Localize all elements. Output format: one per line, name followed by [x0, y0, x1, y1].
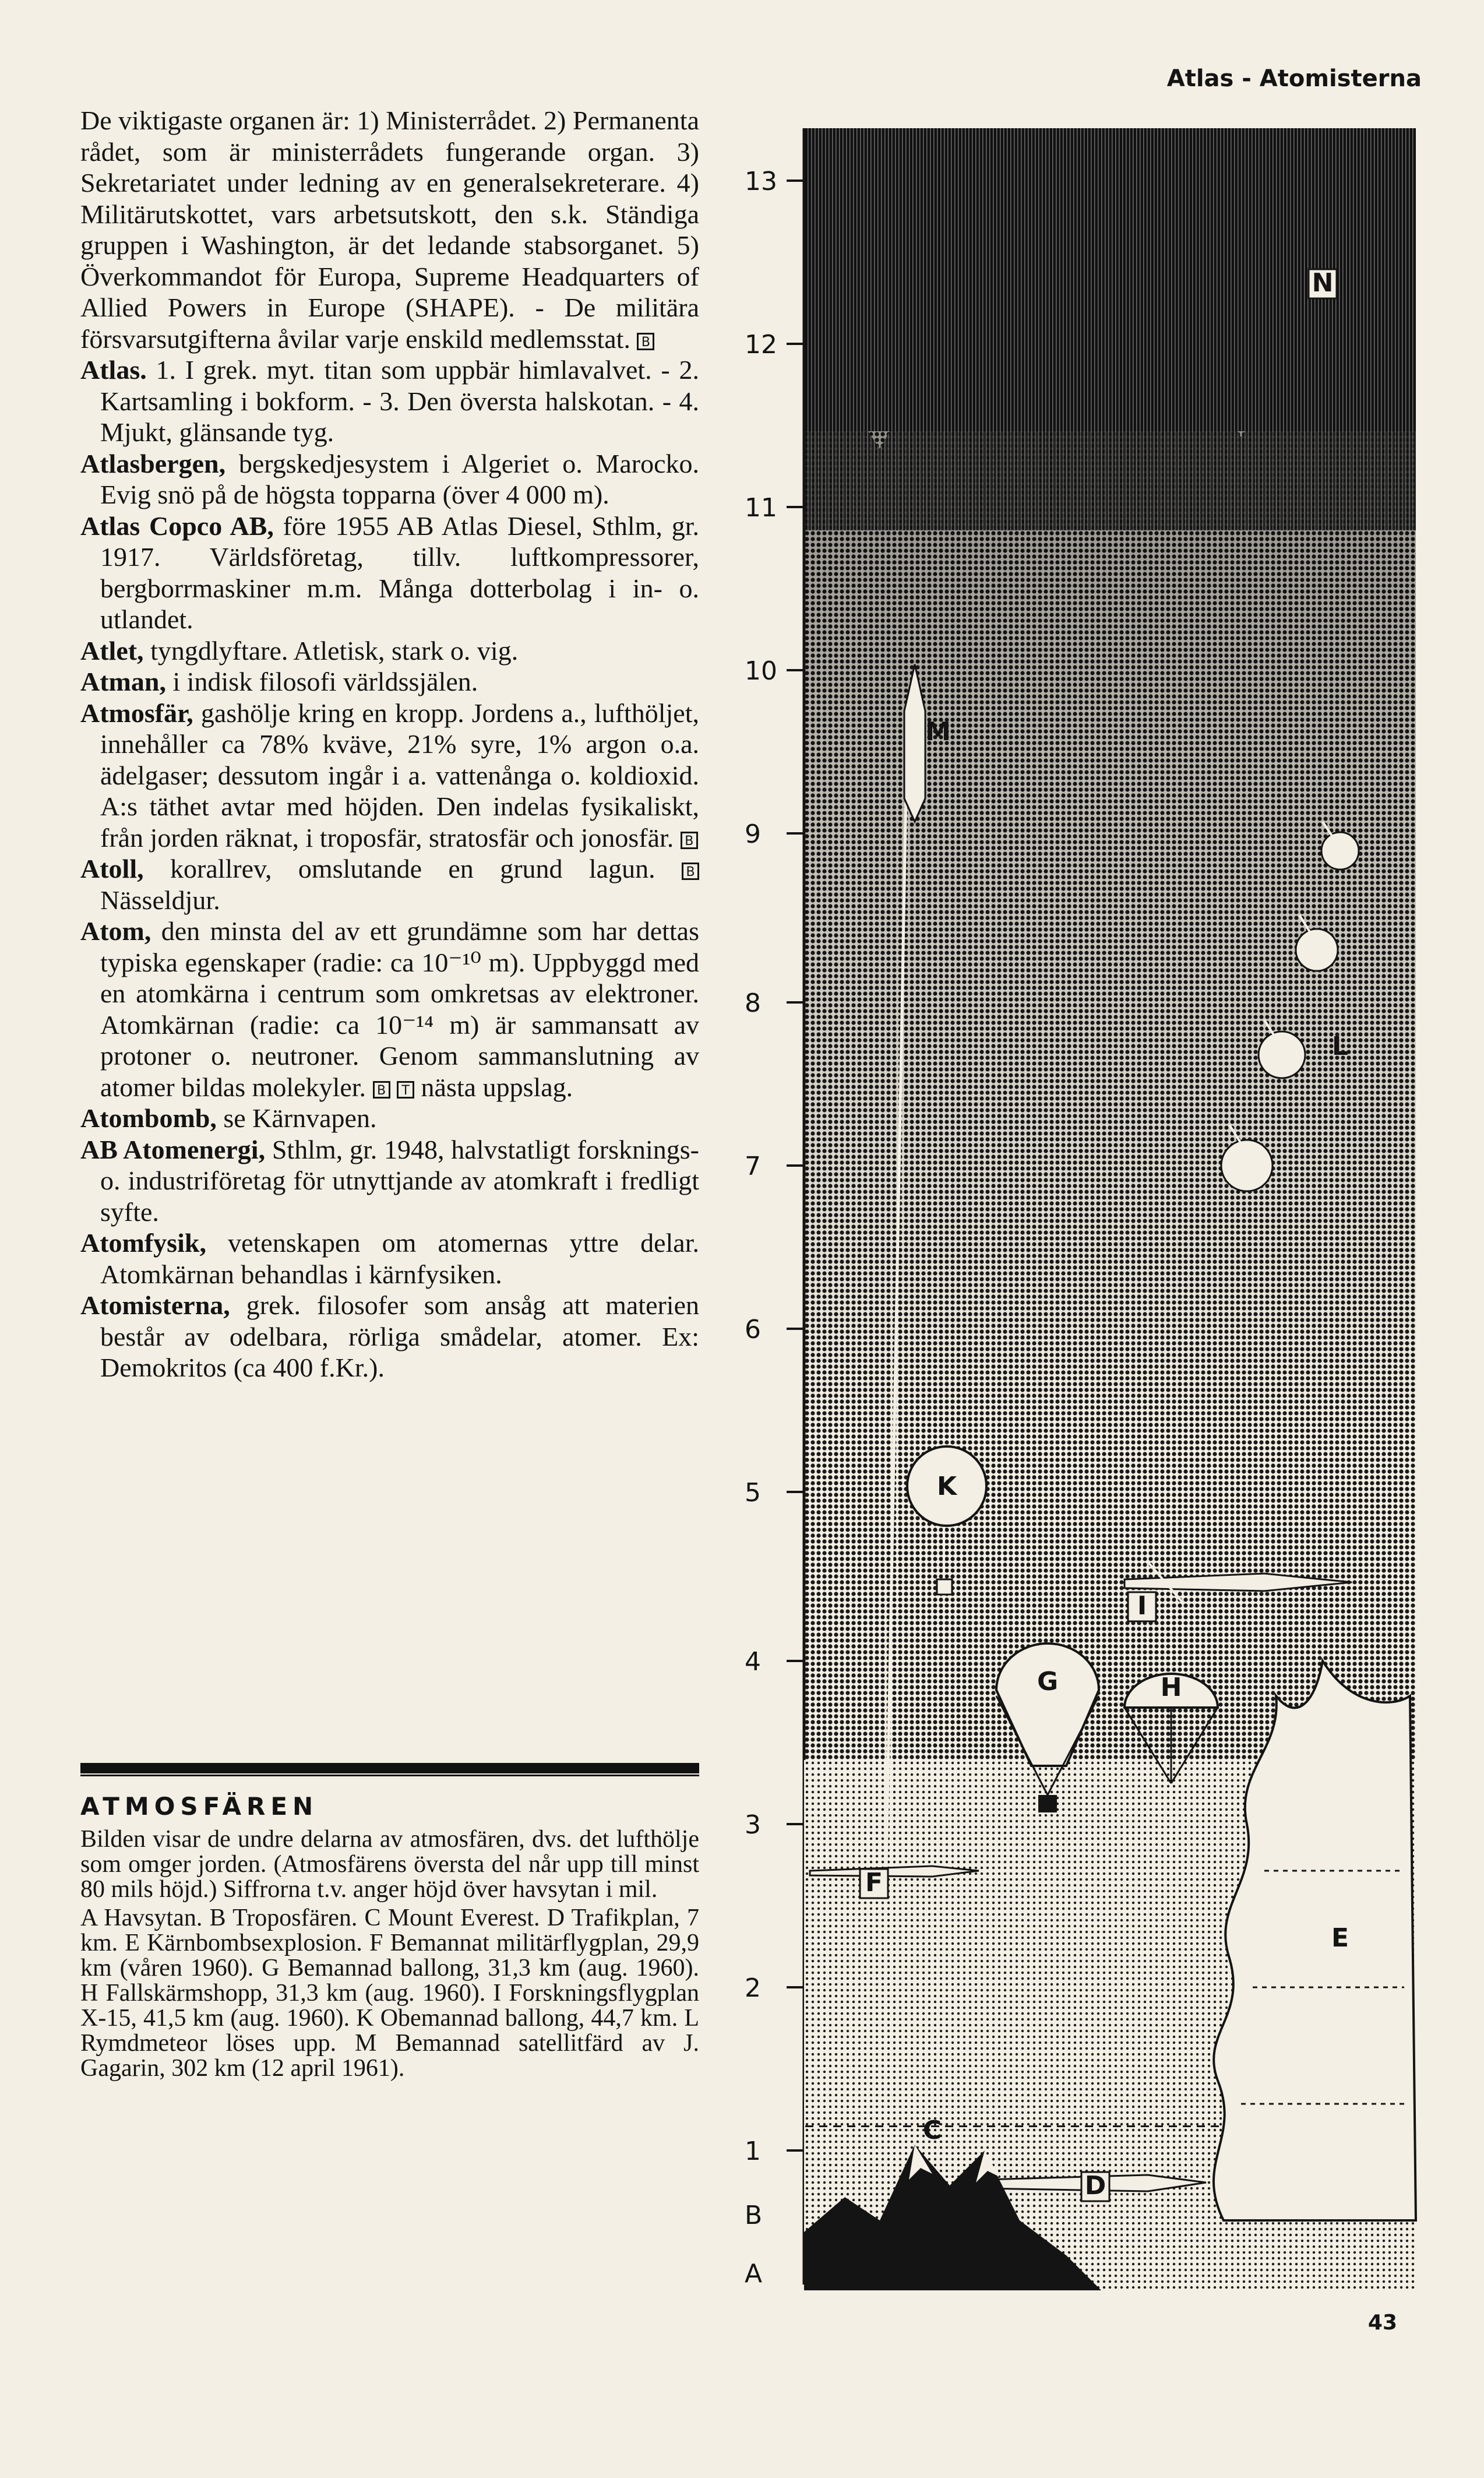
- figure-caption-title: ATMOSFÄREN: [80, 1792, 319, 1821]
- entry-text: Sthlm, gr. 1948, halvstatligt forsknings- o. industriföretag för utnyttjande av atomkraft i fredligt syfte.: [100, 1134, 699, 1227]
- entry-text: De viktigaste organen är: 1) Ministerrådet. 2) Permanenta rådet, som är ministerrådets fungerande organ. 3) Sekretariatet under ledning av en generalsekreterare. 4) Militärutskottet, vars arbetsutskott, den s.k. Ständiga gruppen i Washington, är det ledande stabsorganet. 5) Överkommandot för Europa, Supreme Headquarters of Allied Powers in Europe (SHAPE). - De militära försvarsutgifterna åvilar varje enskild medlemsstat.: [80, 105, 699, 354]
- atmosphere-illustration: [740, 122, 1422, 2290]
- picture-reference-icon: B: [681, 832, 698, 849]
- figure-letter-c: C: [922, 2116, 942, 2145]
- entry-text: 1. I grek. myt. titan som uppbär himlavalvet. - 2. Kartsamling i bokform. - 3. Den översta halskotan. - 4. Mjukt, glänsande tyg.: [100, 355, 699, 447]
- scale-label-a: A: [745, 2259, 763, 2289]
- section-divider: [80, 1763, 699, 1773]
- entry-headword: Atombomb,: [80, 1103, 217, 1133]
- scale-label-3: 3: [745, 1810, 761, 1840]
- scale-label-4: 4: [745, 1647, 761, 1677]
- figure-letter-f: F: [865, 1868, 883, 1898]
- caption-legend: A Havsytan. B Troposfären. C Mount Everest. D Trafikplan, 7 km. E Kärnbombsexplosion. F Bemannat militärflygplan, 29,9 km (våren 1960). G Bemannad ballong, 31,3 km (aug. 1960). H Fallskärmshopp, 31,3 km (aug. 1960). I Forskningsflygplan X-15, 41,5 km (aug. 1960). K Obemannad ballong, 44,7 km. L Rymdmeteor löses upp. M Bemannad satellitfärd av J. Gagarin, 302 km (12 april 1961).: [80, 1905, 699, 2082]
- scale-label-11: 11: [745, 493, 777, 523]
- entry-headword: AB Atomenergi,: [80, 1134, 266, 1164]
- figure-letter-n: N: [1312, 268, 1334, 298]
- figure-letter-e: E: [1331, 1923, 1349, 1953]
- page-number: 43: [1367, 2311, 1397, 2335]
- scale-label-8: 8: [745, 988, 761, 1018]
- entry-text: före 1955 AB Atlas Diesel, Sthlm, gr. 1917. Världsföretag, tillv. luftkompressorer, bergborrmaskiner m.m. Många dotterbolag i in- o. utlandet.: [100, 511, 699, 634]
- entry-nato-organs: [80, 105, 699, 354]
- figure-letter-d: D: [1084, 2171, 1106, 2201]
- entry-text: se Kärnvapen.: [216, 1103, 377, 1133]
- entry-atombomb: [80, 1103, 699, 1134]
- scale-label-2: 2: [745, 1973, 761, 2003]
- entry-headword: Atomfysik,: [80, 1228, 206, 1258]
- entry-atmosfar: [80, 698, 699, 854]
- entry-text: gashölje kring en kropp. Jordens a., lufthöljet, innehåller ca 78% kväve, 21% syre, 1% argon o.a. ädelgaser; dessutom ingår i a. vattenånga o. koldioxid. A:s täthet avtar med höjden. Den indelas fysikaliskt, från jorden räknat, i troposfär, stratosfär och jonosfär.: [100, 698, 699, 853]
- figure-letter-m: M: [925, 717, 951, 747]
- entry-headword: Atom,: [80, 916, 151, 946]
- entry-headword: Atlas.: [80, 355, 147, 385]
- scale-label-6: 6: [745, 1315, 761, 1344]
- entry-atom: [80, 916, 699, 1103]
- page-header: Atlas - Atomisterna: [1166, 65, 1422, 92]
- scale-label-12: 12: [745, 330, 777, 360]
- entry-text: grek. filosofer som ansåg att materien består av odelbara, rörliga smådelar, atomer. Ex: Demokritos (ca 400 f.Kr.).: [100, 1290, 699, 1382]
- scale-label-7: 7: [745, 1152, 761, 1181]
- picture-reference-icon: B: [637, 333, 654, 350]
- entry-headword: Atmosfär,: [80, 698, 193, 728]
- entry-text-after-icon: nästa uppslag.: [414, 1072, 573, 1102]
- height-scale: [745, 167, 804, 2289]
- entry-headword: Atman,: [80, 667, 166, 696]
- entry-text-after-icon: Nässeldjur.: [100, 885, 220, 915]
- entry-headword: Atlas Copco AB,: [80, 511, 274, 541]
- entry-headword: Atomisterna,: [80, 1290, 230, 1320]
- balloon-gondola-icon: [1038, 1795, 1057, 1812]
- entry-text: i indisk filosofi världssjälen.: [165, 667, 478, 696]
- scale-label-1: 1: [745, 2136, 761, 2166]
- entry-atoll: [80, 853, 699, 916]
- caption-intro: Bilden visar de undre delarna av atmosfären, dvs. det lufthölje som omger jorden. (Atmosfärens översta del når upp till minst 80 mils höjd.) Siffrorna t.v. anger höjd över havsytan i mil.: [80, 1826, 699, 1903]
- entry-atlas: [80, 354, 699, 448]
- figure-letter-l: L: [1331, 1032, 1349, 1061]
- figure-caption: [80, 1827, 699, 2085]
- entry-text: korallrev, omslutande en grund lagun.: [143, 854, 655, 884]
- entry-headword: Atlet,: [80, 635, 144, 666]
- figure-letter-g: G: [1037, 1667, 1059, 1696]
- entry-atlet: [80, 635, 699, 667]
- entry-atomenergi: [80, 1134, 699, 1228]
- entry-text: bergskedjesystem i Algeriet o. Marocko. Evig snö på de högsta topparna (över 4 000 m).: [100, 448, 699, 509]
- entry-text: den minsta del av ett grundämne som har dettas typiska egenskaper (radie: ca 10⁻¹⁰ m). Uppbyggd med en atomkärna i centrum som omkretsas av elektroner. Atomkärnan (radie: ca 10⁻¹⁴ m) är sammansatt av protoner o. neutroner. Genom sammanslutning av atomer bildas molekyler.: [100, 916, 699, 1102]
- picture-reference-icon: B: [682, 863, 699, 880]
- entry-atlas-copco: [80, 511, 699, 635]
- entry-atman: [80, 666, 699, 698]
- scale-label-b: B: [745, 2201, 763, 2230]
- figure-letter-k: K: [936, 1472, 957, 1501]
- figure-letter-h: H: [1160, 1673, 1182, 1702]
- entry-headword: Atoll,: [80, 854, 144, 884]
- encyclopedia-text: [80, 105, 699, 1384]
- entry-atomfysik: [80, 1227, 699, 1290]
- scale-label-9: 9: [745, 819, 761, 849]
- entry-text: tyngdlyftare. Atletisk, stark o. vig.: [143, 635, 519, 666]
- scale-label-5: 5: [745, 1478, 761, 1508]
- table-reference-icon: T: [397, 1081, 414, 1099]
- scale-label-10: 10: [745, 656, 777, 686]
- balloon-payload-icon: [937, 1579, 952, 1594]
- picture-reference-icon: B: [373, 1081, 390, 1099]
- entry-atlasbergen: [80, 448, 699, 511]
- scale-label-13: 13: [745, 167, 777, 196]
- figure-letter-i: I: [1137, 1591, 1147, 1621]
- entry-atomisterna: [80, 1290, 699, 1384]
- entry-text: vetenskapen om atomernas yttre delar. Atomkärnan behandlas i kärnfysiken.: [100, 1228, 699, 1289]
- entry-headword: Atlasbergen,: [80, 448, 226, 478]
